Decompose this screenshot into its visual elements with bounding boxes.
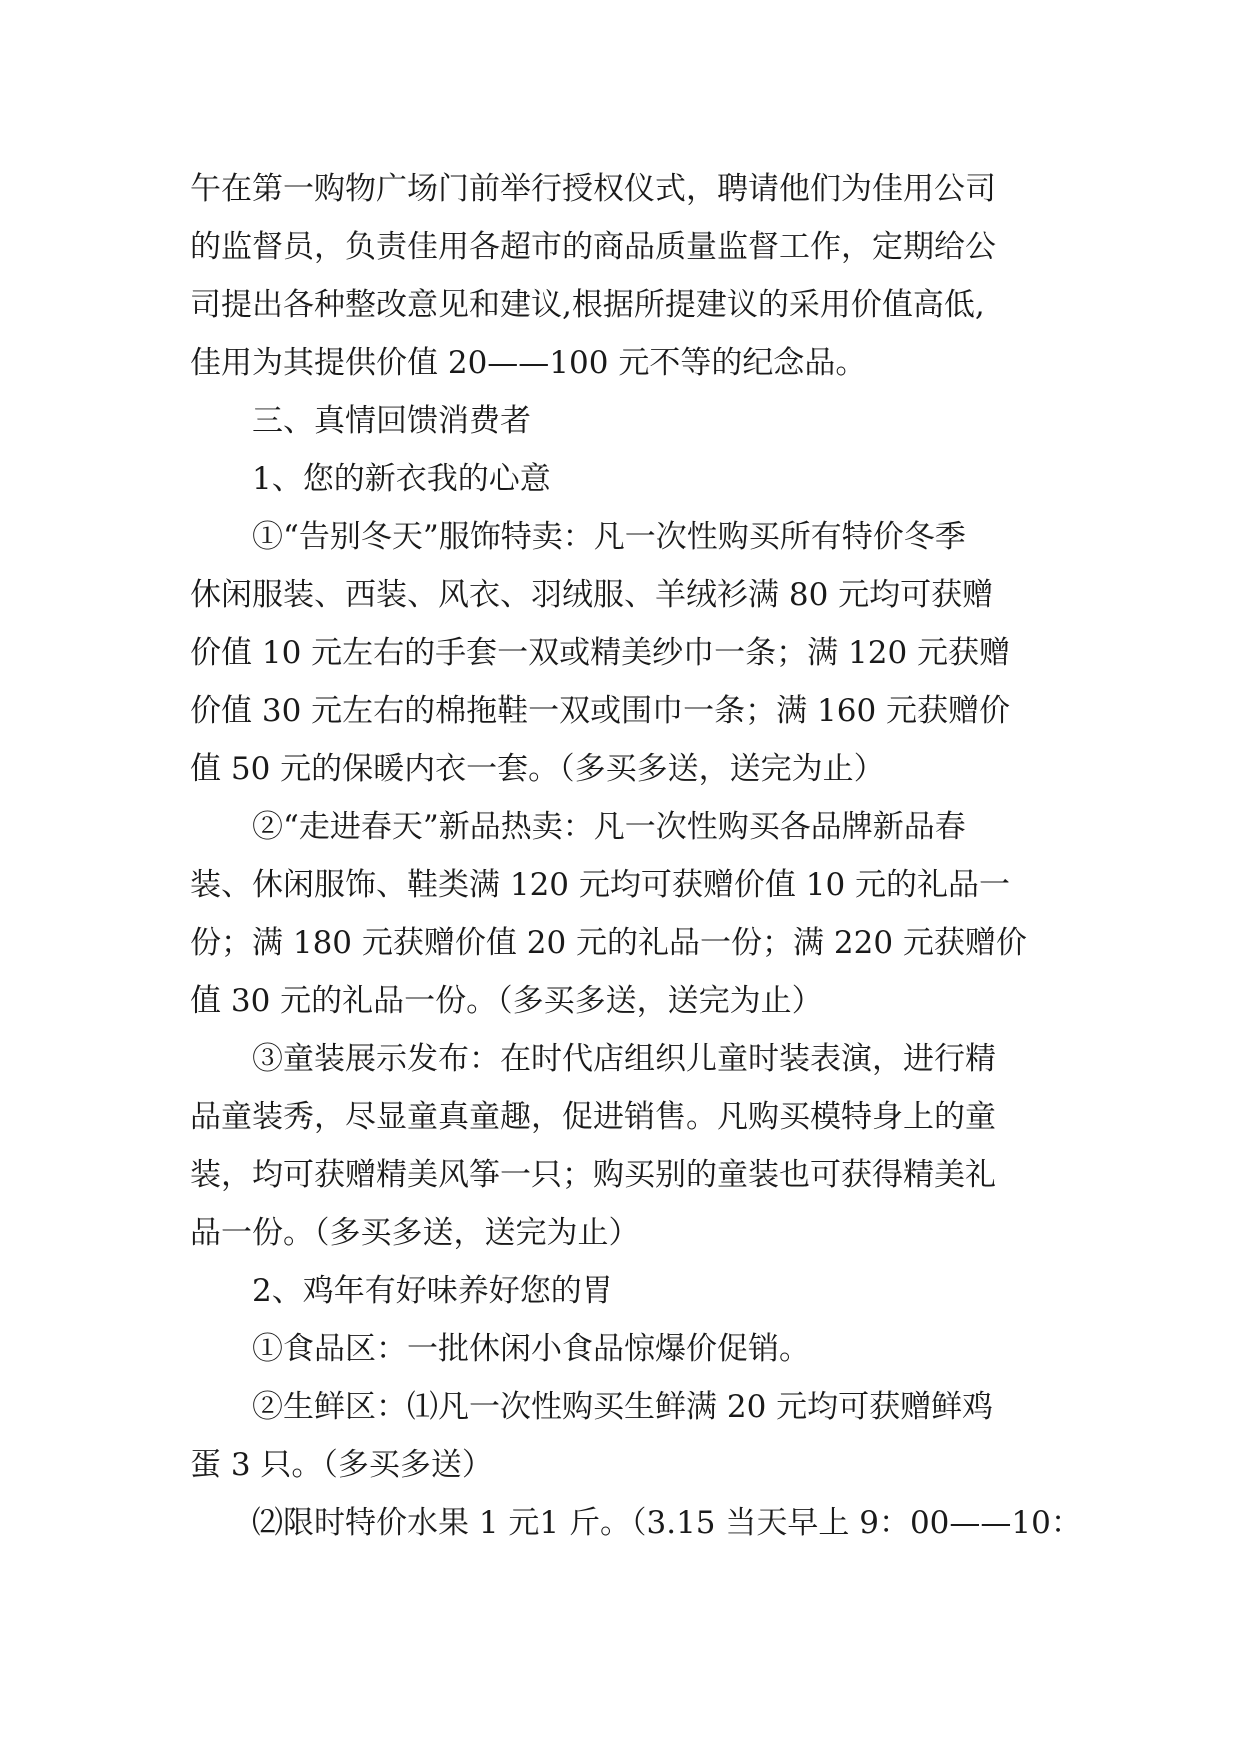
text-line: ①“告别冬天”服饰特卖：凡一次性购买所有特价冬季 [252, 519, 966, 555]
text-line: 蛋 3 只。（多买多送） [190, 1447, 493, 1483]
text-line: ⑵限时特价水果 1 元1 斤。（3.15 当天早上 9：00——10： [252, 1505, 1082, 1541]
document-body [190, 160, 1082, 1552]
text-line: 的监督员，负责佳用各超市的商品质量监督工作，定期给公 [190, 229, 996, 265]
text-line: 品童装秀，尽显童真童趣，促进销售。凡购买模特身上的童 [190, 1099, 996, 1135]
text-line: 午在第一购物广场门前举行授权仪式，聘请他们为佳用公司 [190, 171, 996, 207]
text-line: 1、您的新衣我的心意 [252, 461, 551, 497]
text-line: 价值 30 元左右的棉拖鞋一双或围巾一条；满 160 元获赠价 [190, 693, 1011, 729]
text-line: 三、真情回馈消费者 [252, 403, 531, 439]
text-line: 休闲服装、西装、风衣、羽绒服、羊绒衫满 80 元均可获赠 [190, 577, 994, 613]
text-line: 值 30 元的礼品一份。（多买多送，送完为止） [190, 983, 823, 1019]
text-line: 佳用为其提供价值 20——100 元不等的纪念品。 [190, 345, 867, 381]
text-line: 2、鸡年有好味养好您的胃 [252, 1273, 613, 1309]
text-line: 价值 10 元左右的手套一双或精美纱巾一条；满 120 元获赠 [190, 635, 1011, 671]
text-line: ②“走进春天”新品热卖：凡一次性购买各品牌新品春 [252, 809, 966, 845]
text-line: 份；满 180 元获赠价值 20 元的礼品一份；满 220 元获赠价 [190, 925, 1027, 961]
text-line: ③童装展示发布：在时代店组织儿童时装表演，进行精 [252, 1041, 996, 1077]
text-line: 装、休闲服饰、鞋类满 120 元均可获赠价值 10 元的礼品一 [190, 867, 1011, 903]
text-line: 装，均可获赠精美风筝一只；购买别的童装也可获得精美礼 [190, 1157, 996, 1193]
text-line: 品一份。（多买多送，送完为止） [190, 1215, 640, 1251]
text-line: ②生鲜区：⑴凡一次性购买生鲜满 20 元均可获赠鲜鸡 [252, 1389, 994, 1425]
text-line: 司提出各种整改意见和建议,根据所提建议的采用价值高低, [190, 287, 985, 323]
text-line: ①食品区：一批休闲小食品惊爆价促销。 [252, 1331, 810, 1367]
text-line: 值 50 元的保暖内衣一套。（多买多送，送完为止） [190, 751, 885, 787]
